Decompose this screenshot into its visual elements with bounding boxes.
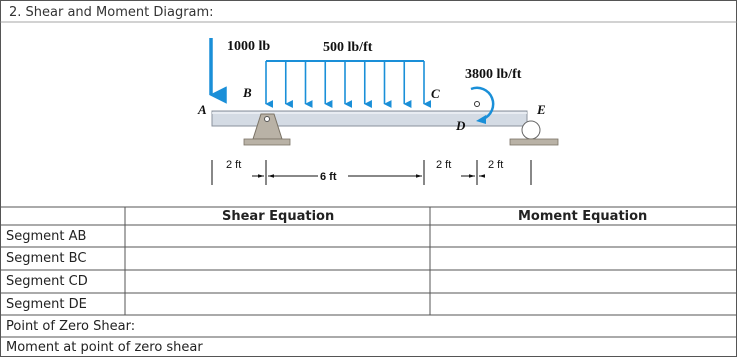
dim-bc-label: 6 ft <box>320 171 337 183</box>
point-a-label: A <box>198 102 207 117</box>
dim-cd-label: 2 ft <box>436 159 452 171</box>
answer-table-grid <box>0 207 737 337</box>
point-e-label: E <box>537 102 546 117</box>
moment-equation-header: Moment Equation <box>518 209 648 224</box>
question-title: 2. Shear and Moment Diagram: <box>9 5 214 20</box>
dim-de-label: 2 ft <box>488 159 504 171</box>
row-segment-cd: Segment CD <box>6 274 88 289</box>
point-c-label: C <box>431 86 440 101</box>
row-moment-zero-shear: Moment at point of zero shear <box>6 340 203 355</box>
row-zero-shear: Point of Zero Shear: <box>6 319 136 334</box>
point-b-label: B <box>243 85 252 100</box>
row-segment-ab: Segment AB <box>6 229 87 244</box>
point-load-label: 1000 lb <box>227 39 271 54</box>
point-d-label: D <box>456 118 466 133</box>
distributed-load-label: 500 lb/ft <box>323 40 373 55</box>
shear-equation-header: Shear Equation <box>222 209 335 224</box>
row-segment-bc: Segment BC <box>6 251 87 266</box>
distributed-load <box>266 61 424 104</box>
moment-label: 3800 lb/ft <box>465 67 522 82</box>
dim-ab-label: 2 ft <box>226 159 242 171</box>
dimension-lines <box>212 160 531 185</box>
row-segment-de: Segment DE <box>6 297 87 312</box>
